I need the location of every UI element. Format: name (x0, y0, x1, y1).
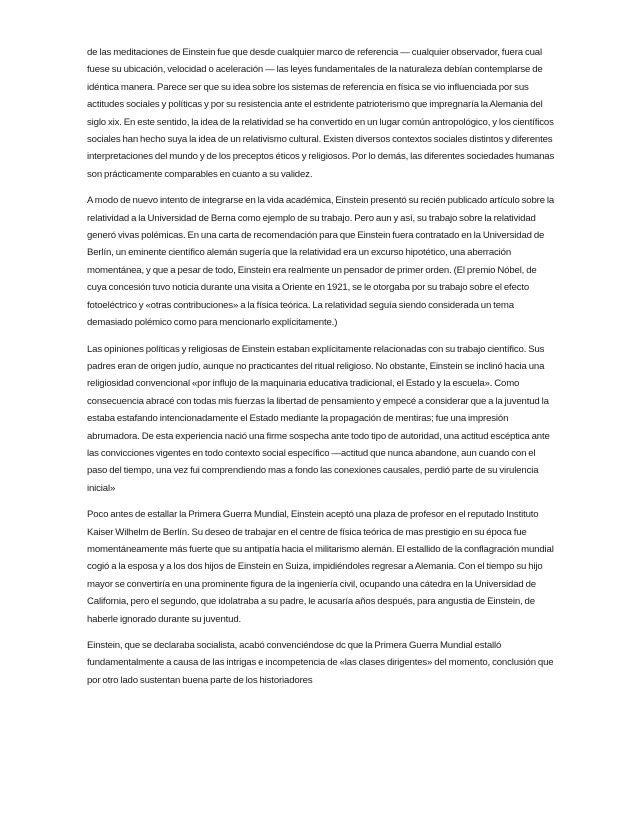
paragraph-primera-guerra: Poco antes de estallar la Primera Guerra Mundial, Einstein aceptó una plaza de profesor en el reputado Instituto Kaiser Wilhelm de Berlín. Su deseo de trabajar en el centre de física teórica de mas prestigio en su época fue momentáneamente más fuerte que su antipatía hacia el militarismo alemán. El estallido de la conflagración mundial cogió a la esposa y a los dos hijos de Einstein en Suiza, impidiéndoles regresar a Alemania. Con el tiempo su hijo mayor se convertiría en una prominente figura de la ingeniería civil, ocupando una cátedra en la Universidad de California, pero el segundo, que idolatraba a su padre, le acusaría años después, para angustia de Einstein, de haberle ignorado durante su juventud. (87, 509, 554, 625)
document-page (87, 44, 555, 698)
paragraph-opiniones-politicas: Las opiniones políticas y religiosas de Einstein estaban explícitamente relacionadas con su trabajo científico. Sus padres eran de origen judío, aunque no practicantes del ritual religioso. No obstante, Einstein se inclinó hacia una religiosidad convencional «por influjo de la maquinaria educativa tradicional, el Estado y la escuela». Como consecuencia abracé con todas mis fuerzas la libertad de pensamiento y empecé a considerar que a la juventud la estaba estafando intencionadamente el Estado mediante la propagación de mentiras; fue una impresión abrumadora. De esta experiencia nació una firme sospecha ante todo tipo de autoridad, una actitud escéptica ante las convicciones vigentes en todo contexto social específico —actitud que nunca abandone, aun cuando con el paso del tiempo, una vez fui comprendiendo mas a fondo las conexiones causales, perdió parte de su virulencia inicial» (87, 343, 550, 494)
paragraph-relatividad-sistemas: de las meditaciones de Einstein fue que desde cualquier marco de referencia — cualquier observador, fuera cual fuese su ubicación, velocidad o aceleración — las leyes fundamentales de la naturaleza debían contemplarse de idéntica manera. Parece ser que su idea sobre los sistemas de referencia en física se vio influenciada por sus actitudes sociales y políticas y por su resistencia ante el estridente patrioterismo que impregnaría la Alemania del siglo xix. En este sentido, la idea de la relatividad se ha convertido en un lugar común antropológico, y los científicos sociales han hecho suya la idea de un relativismo cultural. Existen diversos contextos sociales distintos y diferentes interpretaciones del mundo y de los preceptos éticos y religiosos. Por lo demás, las diferentes sociedades humanas son prácticamente comparables en cuanto a su validez. (87, 47, 555, 180)
paragraph-socialista: Einstein, que se declaraba socialista, acabó convenciéndose dc que la Primera Guerra Mundial estalló fundamentalmente a causa de las intrigas e incompetencia de «las clases dirigentes» del momento, conclusión que por otro lado sustentan buena parte de los historiadores (87, 640, 554, 686)
paragraph-vida-academica: A modo de nuevo intento de integrarse en la vida académica, Einstein presentó su recién publicado artículo sobre la relatividad a la Universidad de Berna como ejemplo de su trabajo. Pero aun y así, su trabajo sobre la relatividad generó vivas polémicas. En una carta de recomendación para que Einstein fuera contratado en la Universidad de Berlín, un eminente científico alemán sugería que la relatividad era un excurso hipotético, una aberración momentánea, y que a pesar de todo, Einstein era realmente un pensador de primer orden. (El premio Nóbel, de cuya concesión tuvo noticia durante una visita a Oriente en 1921, se le otorgaba por su trabajo sobre el efecto fotoeléctrico y «otras contribuciones» a la física teórica. La relatividad seguía siendo considerada un tema demasiado polémico como para mencionarlo explícitamente.) (87, 195, 555, 329)
